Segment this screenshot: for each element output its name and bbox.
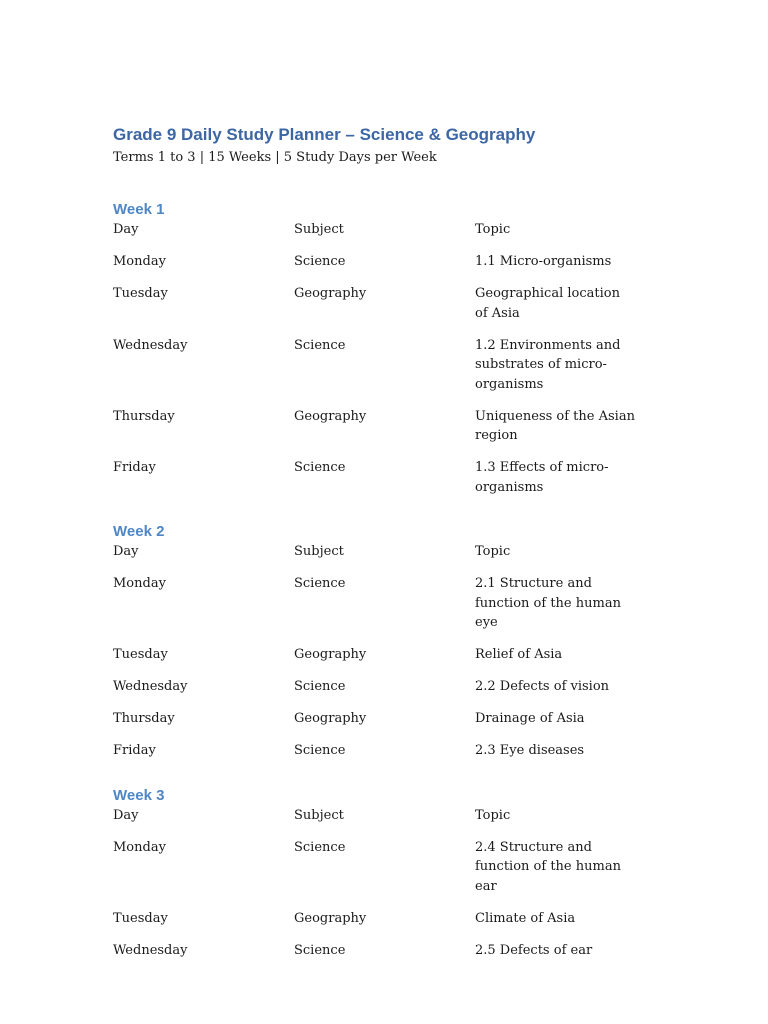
day-cell: Tuesday: [113, 286, 168, 301]
topic-cell: 1.2 Environments and substrates of micro-organisms: [475, 337, 621, 392]
table-row: [113, 838, 673, 897]
day-cell: Thursday: [113, 408, 175, 424]
subject-column-header: Subject: [294, 222, 344, 237]
day-cell: Tuesday: [113, 647, 168, 662]
week-heading: Week 3: [113, 786, 165, 804]
column-header-row: [113, 220, 673, 240]
topic-cell: 1.3 Effects of micro-organisms: [475, 460, 609, 495]
column-header-row: [113, 806, 673, 826]
document-subtitle: Terms 1 to 3 | 15 Weeks | 5 Study Days per Week: [113, 150, 437, 165]
table-row: [113, 574, 673, 633]
table-row: [113, 407, 673, 446]
topic-cell: Climate of Asia: [475, 910, 576, 926]
week-section: [113, 522, 673, 761]
subject-cell: Geography: [294, 408, 367, 424]
topic-cell: 2.3 Eye diseases: [475, 743, 585, 758]
day-column-header: Day: [113, 544, 139, 559]
document-title: Grade 9 Daily Study Planner – Science & Geography: [113, 125, 536, 144]
day-cell: Wednesday: [113, 679, 188, 694]
column-header-row: [113, 542, 673, 562]
subject-cell: Science: [294, 254, 346, 269]
subject-cell: Geography: [294, 711, 367, 726]
topic-column-header: Topic: [475, 807, 511, 823]
topic-cell: 2.5 Defects of ear: [475, 942, 593, 958]
table-row: [113, 741, 673, 761]
subject-cell: Science: [294, 743, 346, 758]
day-cell: Friday: [113, 743, 156, 758]
topic-cell: 2.2 Defects of vision: [475, 679, 610, 694]
day-cell: Wednesday: [113, 337, 188, 353]
week-section: [113, 786, 673, 961]
topic-cell: Relief of Asia: [475, 647, 563, 662]
subject-cell: Science: [294, 337, 346, 353]
subject-column-header: Subject: [294, 544, 344, 559]
day-cell: Tuesday: [113, 910, 168, 926]
day-cell: Friday: [113, 460, 156, 475]
week-heading: Week 2: [113, 523, 165, 540]
subject-cell: Geography: [294, 910, 367, 926]
subject-cell: Science: [294, 942, 346, 958]
day-cell: Wednesday: [113, 942, 188, 958]
topic-cell: 2.4 Structure and function of the human ear: [475, 839, 621, 894]
subject-cell: Science: [294, 679, 346, 694]
subject-cell: Science: [294, 460, 346, 475]
subject-cell: Geography: [294, 286, 367, 301]
day-cell: Monday: [113, 254, 166, 269]
topic-cell: 1.1 Micro-organisms: [475, 254, 612, 269]
day-column-header: Day: [113, 807, 139, 823]
table-row: [113, 458, 673, 497]
topic-cell: 2.1 Structure and function of the human eye: [475, 576, 621, 630]
table-row: [113, 677, 673, 697]
subject-column-header: Subject: [294, 807, 344, 823]
week-heading: Week 1: [113, 201, 165, 218]
day-column-header: Day: [113, 222, 139, 237]
table-row: [113, 645, 673, 665]
table-row: [113, 252, 673, 272]
day-cell: Monday: [113, 576, 166, 591]
topic-cell: Drainage of Asia: [475, 711, 585, 726]
document-page: [113, 124, 673, 960]
subject-cell: Science: [294, 576, 346, 591]
topic-column-header: Topic: [475, 544, 511, 559]
table-row: [113, 709, 673, 729]
topic-cell: Uniqueness of the Asian region: [475, 408, 635, 443]
topic-column-header: Topic: [475, 222, 511, 237]
table-row: [113, 336, 673, 395]
subject-cell: Science: [294, 839, 346, 855]
day-cell: Thursday: [113, 711, 175, 726]
table-row: [113, 941, 673, 961]
subject-cell: Geography: [294, 647, 367, 662]
table-row: [113, 284, 673, 323]
topic-cell: Geographical location of Asia: [475, 286, 620, 321]
day-cell: Monday: [113, 839, 166, 855]
table-row: [113, 909, 673, 929]
week-section: [113, 200, 673, 497]
